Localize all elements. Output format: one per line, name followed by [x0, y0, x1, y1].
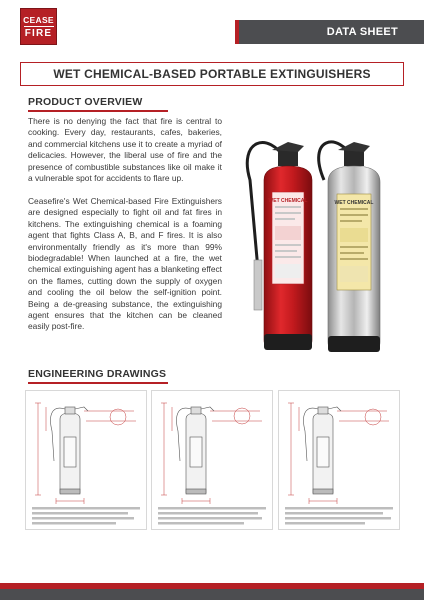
engineering-drawing-3[interactable]: [278, 390, 400, 530]
overview-paragraph-1: There is no denying the fact that fire is central to cooking. Every day, restaurants, cafes, bakeries, and commercial kitchens use it to create a myriad of delicacies. However, the liberal use of fire and the presence of combustible substances like oil make it a vulnerable spot for accidents to flare up.: [28, 116, 222, 184]
product-overview-rule: [28, 110, 168, 112]
engineering-drawing-1[interactable]: [25, 390, 147, 530]
engineering-drawings-rule: [28, 382, 168, 384]
document-title-box: [20, 62, 404, 86]
drawing-2-figure: [152, 391, 272, 529]
engineering-drawing-2[interactable]: [151, 390, 273, 530]
red-extinguisher-label-title: WET CHEMICAL: [268, 198, 308, 204]
ceasefire-logo[interactable]: [20, 8, 57, 45]
logo-text-top: CEASE: [23, 14, 54, 25]
extinguisher-product-image: [228, 120, 408, 360]
steel-extinguisher-label-title: WET CHEMICAL: [334, 200, 374, 206]
logo-text-bottom: FIRE: [24, 27, 53, 39]
overview-paragraph-2: Ceasefire's Wet Chemical-based Fire Extinguishers are designed especially to fight oil and fat fires in kitchens. The extinguishing chemical is a foaming agent that fights Class A, B, and F fires. It is also environmentally friendly as it's more than 99% biodegradable! When launched at a fire, the wet chemical extinguishing agent has a blanketing effect on the flames, cutting down the supply of oxygen and cooling the oil below the self-ignition point. Being a de-greasing substance, the extinguishing agent ensures that the kitchen can be cleaned easily post-fire.: [28, 196, 222, 332]
drawing-3-figure: [279, 391, 399, 529]
engineering-drawings-heading: ENGINEERING DRAWINGS: [28, 368, 167, 380]
product-overview-heading: PRODUCT OVERVIEW: [28, 96, 143, 108]
footer-bar: [0, 589, 424, 600]
page-header: [0, 0, 424, 54]
logo-divider: [24, 26, 54, 27]
drawing-1-figure: [26, 391, 146, 529]
data-sheet-label: DATA SHEET: [326, 26, 398, 38]
document-title: WET CHEMICAL-BASED PORTABLE EXTINGUISHERS: [53, 67, 371, 81]
